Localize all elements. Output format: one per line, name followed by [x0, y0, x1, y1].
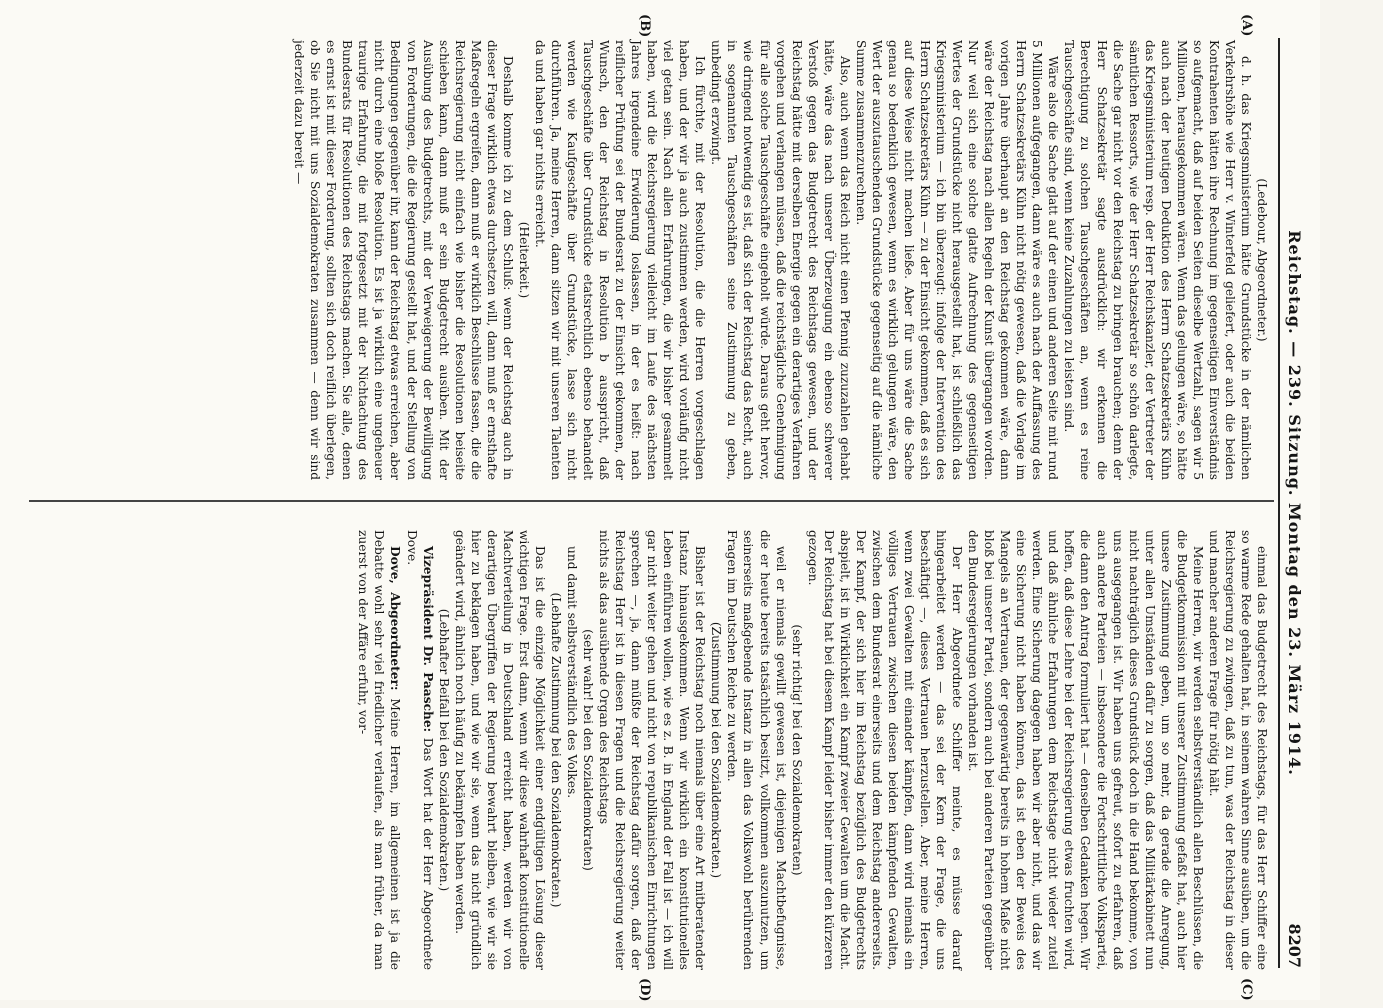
margin-marker-c: (C) — [1239, 978, 1254, 1001]
interjection: (sehr wahr! bei den Sozialdemokraten) — [581, 629, 596, 871]
interjection: (Lebhafte Zustimmung bei den Sozialdemokraten.) — [548, 592, 563, 908]
speaker-paragraph — [403, 530, 435, 970]
margin-marker-d: (D) — [637, 978, 652, 1002]
speaker-paragraph — [355, 530, 403, 970]
left-column — [291, 40, 1270, 480]
interjection: (Zustimmung bei den Sozialdemokraten.) — [709, 621, 724, 879]
running-title: Reichstag. — 239. Sitzung. Montag den 23. März 1914. — [1285, 230, 1304, 776]
paragraph: weil er niemals gewillt gewesen ist, diejenigen Machtbefugnisse, die er heute bereits tatsächlich besitzt, vollkommen auszunutzen, um seinerseits maßgebende Instanz in allen das Volkswohl berührenden Fragen im Deutschen Reiche zu werden. — [725, 530, 788, 970]
paragraph: Das ist die einzige Möglichkeit einer endgültigen Lösung dieser wichtigen Frage. Erst dann, wenn wir diese wahrhaft konstitutionelle Machtverteilung in Deutschland erreicht haben, werden wir von derartigen Übergriffen der Regierung bewahrt bleiben, wie wir sie hier zu beklagen haben, und wie wir sie, wenn das nicht gründlich geändert wird, ähnlich noch häufig zu bekämpfen haben werden. — [452, 530, 547, 970]
paragraph: Meine Herren, wir werden selbstverständlich allen Beschlüssen, die die Budgetkommission mit unserer Zustimmung gefaßt hat, auch hier unsere Zustimmung geben, um so mehr, da gerade die Anregung, unter allen Umständen dafür zu sorgen, daß das Militärkabinett nun nicht nachträglich dieses Grundstück doch in die Hand bekomme, von uns ausgegangen ist. Wir haben uns gefreut, sofort zu erfahren, daß auch andere Parteien — insbesondere die Fortschrittliche Volkspartei, die dann den Antrag formuliert hat — denselben Gedanken hegen. Wir hoffen, daß diese Lehre bei der Reichsregierung etwas fruchten wird, und daß ähnliche Erfahrungen dem Reichstage nicht wieder zuteil werden. Eine Sicherung dagegen haben wir aber nicht, und das wir eine Sicherung nicht haben können, das ist eben der Beweis des Mangels an Vertrauen, der gegenwärtig bereits in hohem Maße nicht bloß bei unserer Partei, sondern auch bei anderen Parteien gegenüber den Bundesregierungen vorhanden ist. — [966, 530, 1205, 970]
paragraph: Wäre also die Sache glatt auf der einen und anderen Seite mit rund 5 Millionen aufgegangen, dann wäre es auch nach der Auffassung des Herrn Schatzsekretärs Kühn nicht nötig gewesen, daß die Vorlage im vorigen Jahre überhaupt an den Reichstag gekommen wäre, dann wäre der Reichstag nach allen Regeln der Kunst übergangen worden. Nur weil sich eine solche glatte Aufrechnung des gegenseitigen Wertes der Grundstücke nicht herausgestellt hat, ist schließlich das Kriegsministerium — ich bin überzeugt: infolge der Intervention des Herrn Schatzsekretärs Kühn — zu der Einsicht gekommen, daß es sich auf diese Weise nicht machen ließe. Aber für uns wäre die Sache genau so bedenklich gewesen, wenn es wirklich gelungen wäre, den Wert der auszutauschenden Grundstücke gegenseitig auf die nämliche Summe zusammenzurechnen. — [853, 40, 1061, 480]
speaker-line: (Ledebour, Abgeordneter.) — [1255, 178, 1269, 342]
speech-text: Meine Herren, im allgemeinen ist ja die Debatte wohl sehr viel friedlicher verlaufen, als man früher, da man zuerst von der Affäre erfuhr, vor- — [356, 530, 403, 971]
paragraph: Der Herr Abgeordnete Schiffer meinte, es müsse darauf hingearbeitet werden — das sei der Kern der Frage, die uns beschäftigt —, dieses Vertrauen herzustellen. Aber, meine Herren, wenn zwei Gewalten mit einander kämpfen, dann wird niemals ein völliges Vertrauen zwischen diesen beiden kämpfenden Gewalten, zwischen dem Bundesrat einerseits und dem Reichstag andererseits. Der Kampf, der sich hier im Reichstag bezüglich des Budgetrechts abspielt, ist in Wirklichkeit ein Kampf zweier Gewalten um die Macht. Der Reichstag hat bei diesem Kampf leider bisher immer den kürzeren gezogen. — [805, 530, 965, 970]
paragraph: und damit selbstverständlich des Volkes. — [564, 546, 579, 799]
margin-marker-a: (A) — [1239, 14, 1254, 37]
paragraph: d. h. das Kriegsministerium hätte Grundstücke in der nämlichen Verkehrshöhe wie Herr v. Winterfeld geliefert, oder auch die beiden Kontrahenten hätten ihre Rechnung im gegenseitigen Einverständnis so aufgemacht, daß auf beiden Seiten dieselbe Wertzahl, sagen wir 5 Millionen, herausgekommen wären. Wenn das gelungen wäre, so hätte auch nach der heutigen Deduktion des Herrn Schatzsekretärs Kühn das Kriegsministerium resp. der Herr Reichskanzler, der Vertreter der sämtlichen Ressorts, wie der Herr Schatzsekretär so schön darlegte, die Sache gar nicht vor den Reichstag zu bringen brauchen; denn der Herr Schatzsekretär sagte ausdrücklich: wir erkennen die Berechtigung zu solchen Tauschgeschäften an, wenn es reine Tauschgeschäfte sind, wenn keine Zuzahlungen zu leisten sind. — [1062, 40, 1253, 480]
margin-marker-b: (B) — [637, 14, 652, 38]
paragraph: Bisher ist der Reichstag noch niemals über eine Art mitberatender Instanz hinausgekommen. Wenn wir wirklich ein konstitutionelles Leben einführen wollen, wie es z. B. in England der Fall ist — ich will gar nicht weiter gehen und nicht von republikanischen Einrichtungen sprechen —, ja, dann müßte der Reichstag dafür sorgen, daß der Reichstag Herr ist in diesen Fragen und die Reichsregierung weiter nichts als das ausübende Organ des Reichstags — [597, 530, 708, 970]
paragraph: einmal das Budgetrecht des Reichstags, für das Herr Schiffer eine so warme Rede gehalten hat, in seinem wahren Sinne ausüben, um die Reichsregierung zu zwingen, daß zu tun, was der Reichstag in dieser und mancher anderen Frage für nötig hält. — [1206, 530, 1269, 970]
speaker-name: Dove, Abgeordneter: — [388, 546, 403, 691]
speaker-name: Vizepräsident Dr. Paasche: — [420, 546, 435, 733]
page-number: 8207 — [1285, 923, 1304, 968]
running-header — [1282, 38, 1306, 968]
interjection: (Heiterkeit.) — [516, 221, 531, 299]
column-divider — [29, 500, 1274, 502]
interjection: (sehr richtig! bei den Sozialdemokraten) — [789, 624, 804, 876]
paragraph: Deshalb komme ich zu dem Schluß: wenn der Reichstag auch in dieser Frage wirklich etwas durchsetzen will, dann muß er ernsthafte Maßregeln ergreifen, dann muß er wirklich Beschlüsse fassen, die die Reichsregierung nicht einfach wie bisher die Resolutionen beiseite schieben kann, dann muß er sein Budgetrecht ausüben. Mit der Ausübung des Budgetrechts, mit der Verweigerung der Bewilligung von Forderungen, die die Regierung gestellt hat, und der Stellung von Bedingungen gegenüber ihr, kann der Reichstag etwas erreichen, aber nicht durch eine bloße Resolution. Es ist ja wirklich eine ungeheuer traurige Erfahrung, die mit fortgesetzt mit der Nichtachtung des Bundesrats für Resolutionen des Reichstags machen. Sie alle, denen es ernst ist mit dieser Forderung, sollten sich doch reiflich überlegen, ob Sie nicht mit uns Sozialdemokraten zusammen — denn wir sind jederzeit dazu bereit — — [292, 40, 515, 480]
header-rule — [1278, 38, 1280, 968]
paragraph: Ich fürchte, mit der Resolution, die die Herren vorgeschlagen haben, und der wir ja auch zustimmen werden, wird vorläufig nicht viel getan sein. Nach allen Erfahrungen, die wir bisher gesammelt haben, wird die Reichsregierung vielleicht im Laufe des nächsten Jahres irgendeine Erwiderung loslassen, in der es heißt: nach reiflicher Prüfung sei der Bundesrat zu der Einsicht gekommen, der Wunsch, den der Reichstag in Resolution b ausspricht, daß Tauschgeschäfte über Grundstücke etatsrechtlich ebenso behandelt werden wie Kaufgeschäfte über Grundstücke, lasse sich nicht durchführen. Ja, meine Herren, dann sitzen wir mit unseren Talenten da und haben gar nichts erreicht. — [532, 40, 708, 480]
paragraph: Also, auch wenn das Reich nicht einen Pfennig zuzuzahlen gehabt hätte, wäre das nach unserer Überzeugung ein ebenso schwerer Verstoß gegen das Budgetrecht des Reichstags gewesen, und der Reichstag hätte mit derselben Energie gegen ein derartiges Verfahren vorgehen und verlangen müssen, daß die reichstägliche Genehmigung für alle solche Tauschgeschäfte eingeholt würde. Daraus geht hervor, wie dringend notwendig es ist, daß sich der Reichstag das Recht, auch in sogenannten Tauschgeschäften seine Zustimmung zu geben, unbedingt erzwingt. — [709, 40, 852, 480]
right-column — [355, 530, 1270, 970]
speech-text: Das Wort hat der Herr Abgeordnete Dove. — [404, 530, 435, 970]
interjection: (Lebhafter Beifall bei den Sozialdemokraten.) — [436, 608, 451, 892]
